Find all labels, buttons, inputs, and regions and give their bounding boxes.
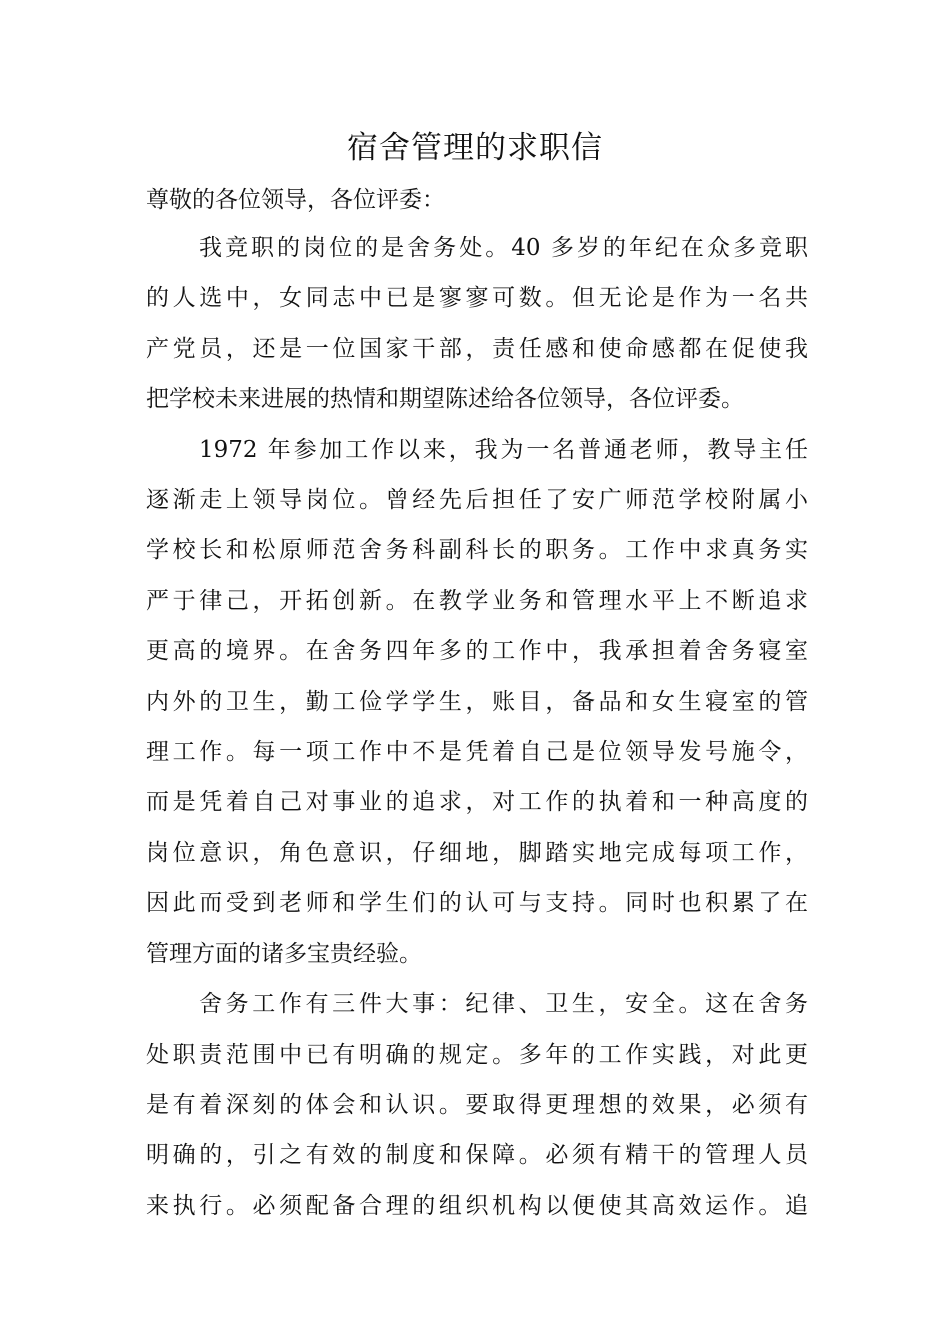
paragraph-line: 产党员，还是一位国家干部，责任感和使命感都在促使我 bbox=[146, 335, 808, 362]
paragraph-line: 管理方面的诸多宝贵经验。 bbox=[146, 940, 422, 967]
paragraph-line: 逐渐走上领导岗位。曾经先后担任了安广师范学校附属小 bbox=[146, 487, 808, 514]
paragraph-line: 来执行。必须配备合理的组织机构以便使其高效运作。追 bbox=[146, 1192, 808, 1219]
salutation: 尊敬的各位领导，各位评委： bbox=[146, 187, 445, 213]
document-title: 宿舍管理的求职信 bbox=[347, 130, 603, 166]
paragraph-line: 学校长和松原师范舍务科副科长的职务。工作中求真务实 bbox=[146, 537, 808, 564]
paragraph-line: 严于律己，开拓创新。在教学业务和管理水平上不断追求 bbox=[146, 587, 808, 614]
paragraph-line: 因此而受到老师和学生们的认可与支持。同时也积累了在 bbox=[146, 890, 808, 917]
document-body bbox=[146, 223, 808, 1231]
paragraph-line: 内外的卫生，勤工俭学学生，账目，备品和女生寝室的管 bbox=[146, 688, 808, 715]
paragraph-line: 是有着深刻的体会和认识。要取得更理想的效果，必须有 bbox=[146, 1091, 808, 1118]
paragraph-line: 而是凭着自己对事业的追求，对工作的执着和一种高度的 bbox=[146, 789, 808, 816]
paragraph-line: 的人选中，女同志中已是寥寥可数。但无论是作为一名共 bbox=[146, 285, 808, 312]
paragraph-line: 处职责范围中已有明确的规定。多年的工作实践，对此更 bbox=[146, 1041, 808, 1068]
paragraph-line: 明确的，引之有效的制度和保障。必须有精干的管理人员 bbox=[146, 1142, 808, 1169]
paragraph-line: 1972 年参加工作以来，我为一名普通老师，教导主任 bbox=[199, 436, 808, 463]
paragraph-line: 岗位意识，角色意识，仔细地，脚踏实地完成每项工作， bbox=[146, 839, 808, 866]
paragraph-line: 更高的境界。在舍务四年多的工作中，我承担着舍务寝室 bbox=[146, 638, 808, 665]
paragraph-1 bbox=[146, 223, 808, 425]
paragraph-3 bbox=[146, 979, 808, 1231]
paragraph-line: 理工作。每一项工作中不是凭着自己是位领导发号施令， bbox=[146, 739, 808, 766]
paragraph-2 bbox=[146, 425, 808, 979]
paragraph-line: 把学校未来进展的热情和期望陈述给各位领导，各位评委。 bbox=[146, 386, 744, 413]
paragraph-line: 我竞职的岗位的是舍务处。40 多岁的年纪在众多竞职 bbox=[199, 235, 808, 261]
paragraph-line: 舍务工作有三件大事：纪律、卫生，安全。这在舍务 bbox=[199, 991, 808, 1018]
